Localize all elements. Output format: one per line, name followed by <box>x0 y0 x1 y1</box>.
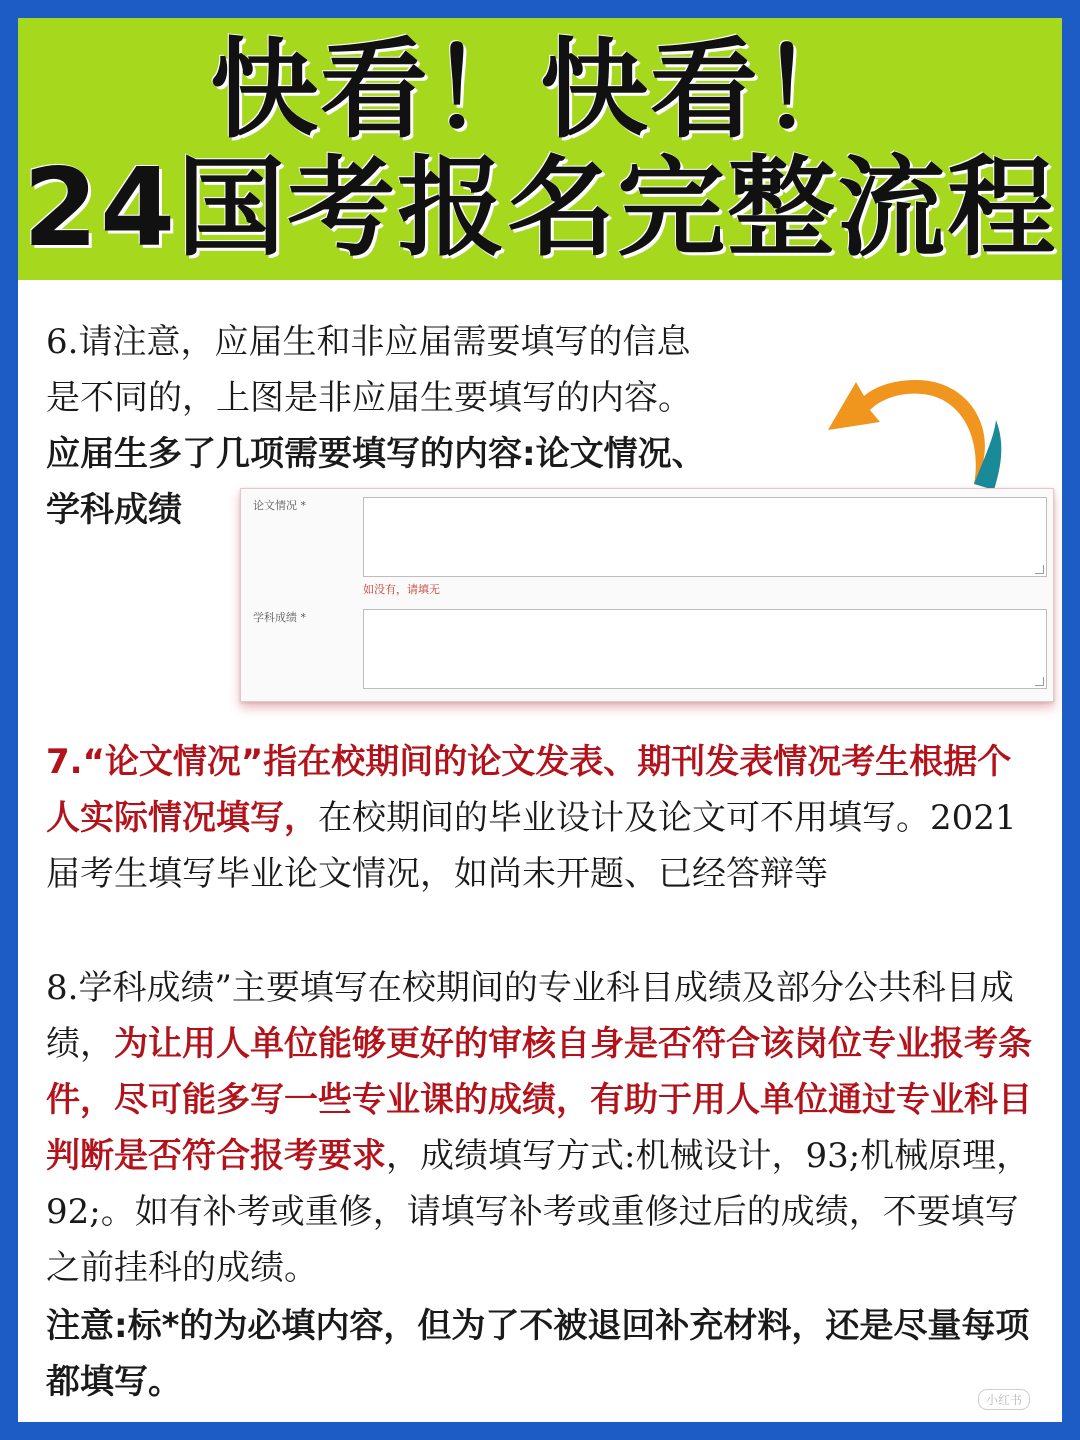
watermark: 小红书 <box>978 1389 1030 1410</box>
section-6-line-4: 学科成绩 <box>46 490 182 530</box>
section-8-text: ，成绩填写方式:机械设计，93;机械原理，92;。如有补考或重修，请填写补考或重修过后的成绩，不要填写之前挂科的成绩。 <box>46 1136 1031 1288</box>
section-7 <box>46 734 1042 902</box>
content-card <box>18 18 1062 1422</box>
form-label-thesis: 论文情况 * <box>253 499 306 512</box>
section-7-text: 在校期间的毕业设计及论文可不用填写。2021届考生填写毕业论文情况，如尚未开题、已经答辩等 <box>46 798 1017 894</box>
section-6-line-2: 是不同的，上图是非应届生要填写的内容。 <box>46 378 692 418</box>
thesis-textarea[interactable] <box>363 497 1047 577</box>
curved-arrow-icon <box>824 354 1014 494</box>
title-banner <box>18 18 1062 280</box>
form-label-grades: 学科成绩 * <box>253 611 306 624</box>
section-8-intro: 8.学科成绩”主要填写在校期间的专业科目成绩及部分公共科目成绩， <box>46 968 1014 1064</box>
note: 注意:标*的为必填内容，但为了不被退回补充材料，还是尽量每项都填写。 <box>46 1306 1030 1402</box>
section-7-highlight: 7.“论文情况”指在校期间的论文发表、期刊发表情况考生根据个人实际情况填写， <box>46 742 1012 838</box>
form-screenshot <box>240 488 1054 702</box>
title-line-2: 24国考报名完整流程 <box>22 146 1058 271</box>
grades-textarea[interactable] <box>363 609 1047 689</box>
section-6-line-1: 6.请注意，应届生和非应届需要填写的信息 <box>46 322 691 362</box>
title-line-1: 快看！快看！ <box>209 28 870 153</box>
section-8-highlight: 为让用人单位能够更好的审核自身是否符合该岗位专业报考条件，尽可能多写一些专业课的成绩，有助于用人单位通过专业科目判断是否符合报考要求 <box>46 1024 1032 1176</box>
section-8 <box>46 960 1042 1296</box>
form-hint-thesis: 如没有，请填无 <box>363 583 440 596</box>
section-6-line-3: 应届生多了几项需要填写的内容:论文情况、 <box>46 434 706 474</box>
